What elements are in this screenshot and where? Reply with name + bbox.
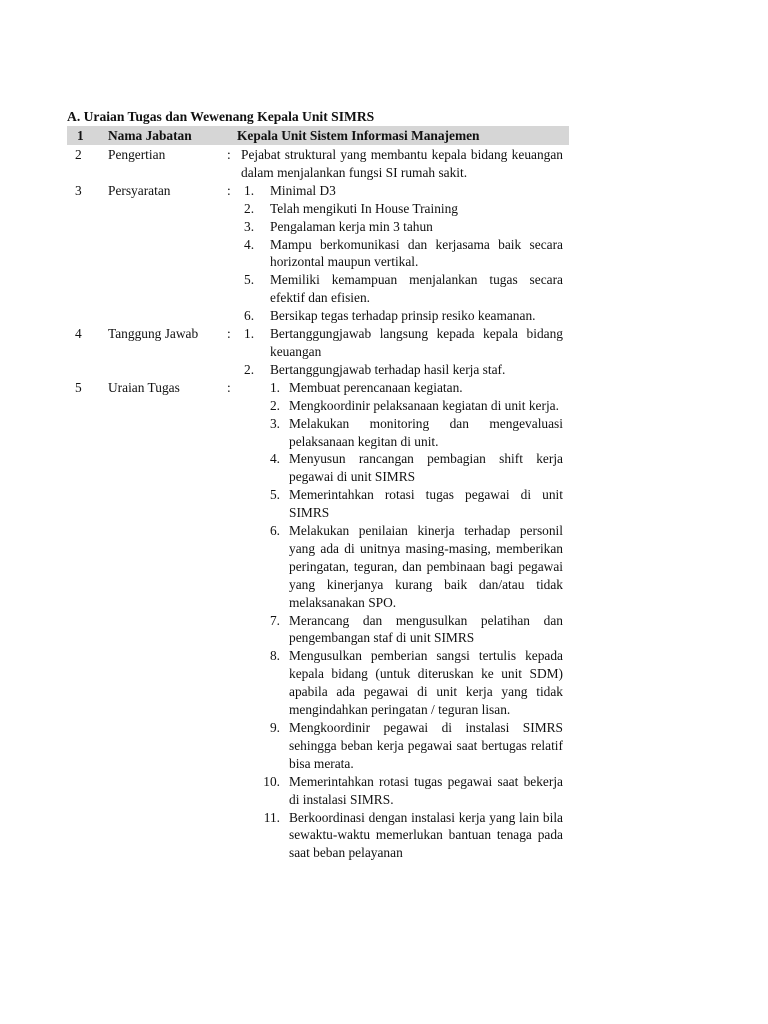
row-content xyxy=(241,379,569,862)
list-item-text: Melakukan penilaian kinerja terhadap personil yang ada di unitnya masing-masing, memberikan peringatan, teguran, dan pembinaan bagi pegawai yang kinerjanya kurang baik dan/atau tidak melaksanakan SPO. xyxy=(289,523,563,610)
row-label: Uraian Tugas xyxy=(108,379,180,395)
row-content xyxy=(241,325,569,379)
list-item-text: Mampu berkomunikasi dan kerjasama baik secara horizontal maupun vertikal. xyxy=(270,236,563,270)
list-item xyxy=(241,361,563,379)
list-item-text: Berkoordinasi dengan instalasi kerja yang lain bila sewaktu-waktu memerlukan bantuan tenaga pada saat beban pelayanan xyxy=(289,809,563,861)
requirements-list xyxy=(241,182,563,325)
row-colon: : xyxy=(227,379,231,395)
list-item xyxy=(241,612,563,648)
list-item-text: Mengkoordinir pegawai di instalasi SIMRS sehingga beban kerja pegawai saat bertugas relatif bisa merata. xyxy=(289,720,563,771)
list-item-text: Menyusun rancangan pembagian shift kerja pegawai di unit SIMRS xyxy=(289,451,563,485)
row-number: 3 xyxy=(75,182,82,198)
list-item xyxy=(241,719,563,773)
list-item-number: 2. xyxy=(244,361,255,377)
responsibility-list xyxy=(241,325,563,379)
list-item xyxy=(241,450,563,486)
row-number: 5 xyxy=(75,379,82,395)
list-item-text: Memerintahkan rotasi tugas pegawai saat bekerja di instalasi SIMRS. xyxy=(289,773,563,807)
list-item xyxy=(241,218,563,236)
list-item-text: Mengkoordinir pelaksanaan kegiatan di unit kerja. xyxy=(289,397,559,413)
table-row-uraian-tugas xyxy=(67,379,569,862)
table-row-pengertian xyxy=(67,146,569,182)
row-content xyxy=(241,182,569,325)
header-label: Nama Jabatan xyxy=(108,127,192,143)
list-item xyxy=(241,486,563,522)
section-title: A. Uraian Tugas dan Wewenang Kepala Unit SIMRS xyxy=(67,109,375,124)
row-number: 4 xyxy=(75,326,82,342)
row-label: Pengertian xyxy=(108,147,166,162)
table-row-persyaratan xyxy=(67,182,569,325)
header-value: Kepala Unit Sistem Informasi Manajemen xyxy=(237,127,480,143)
list-item-text: Pengalaman kerja min 3 tahun xyxy=(270,218,433,234)
row-text: Pejabat struktural yang membantu kepala bidang keuangan dalam menjalankan fungsi SI rumah sakit. xyxy=(241,147,563,180)
list-item xyxy=(241,647,563,719)
list-item xyxy=(241,809,563,863)
list-item-text: Merancang dan mengusulkan pelatihan dan pengembangan staf di unit SIMRS xyxy=(289,612,563,646)
row-colon: : xyxy=(227,147,231,162)
list-item-text: Membuat perencanaan kegiatan. xyxy=(289,379,463,395)
list-item xyxy=(241,200,563,218)
list-item-number: 7. xyxy=(269,612,280,628)
list-item-number: 5. xyxy=(269,487,280,503)
list-item-text: Memiliki kemampuan menjalankan tugas secara efektif dan efisien. xyxy=(270,272,563,306)
list-item-number: 1. xyxy=(269,379,280,395)
list-item-number: 8. xyxy=(269,648,280,664)
list-item xyxy=(241,773,563,809)
list-item-number: 9. xyxy=(269,720,280,735)
list-item-number: 5. xyxy=(244,272,255,288)
list-item-number: 6. xyxy=(244,308,255,324)
list-item-number: 2. xyxy=(269,397,280,413)
row-colon: : xyxy=(227,326,231,342)
list-item xyxy=(241,236,563,272)
list-item xyxy=(241,271,563,307)
list-item-number: 11. xyxy=(263,809,280,825)
list-item xyxy=(241,182,563,200)
table-header-row xyxy=(67,126,569,145)
list-item-number: 1. xyxy=(244,182,255,198)
list-item xyxy=(241,522,563,612)
list-item-text: Telah mengikuti In House Training xyxy=(270,200,459,216)
header-number: 1 xyxy=(77,127,84,143)
list-item-number: 2. xyxy=(244,200,255,216)
list-item-text: Bertanggungjawab langsung kepada kepala bidang keuangan xyxy=(270,326,563,359)
list-item xyxy=(241,325,563,361)
list-item-number: 10. xyxy=(263,773,280,789)
list-item-text: Bersikap tegas terhadap prinsip resiko keamanan. xyxy=(270,308,536,324)
list-item-number: 6. xyxy=(269,523,280,539)
list-item-text: Memerintahkan rotasi tugas pegawai di unit SIMRS xyxy=(289,487,563,521)
list-item xyxy=(241,379,563,397)
list-item-number: 1. xyxy=(244,326,255,342)
job-description-table xyxy=(67,126,569,862)
list-item xyxy=(241,415,563,451)
list-item-text: Melakukan monitoring dan mengevaluasi pelaksanaan kegitan di unit. xyxy=(289,415,563,449)
list-item-number: 4. xyxy=(244,236,255,252)
list-item-number: 4. xyxy=(269,451,280,467)
list-item-text: Minimal D3 xyxy=(270,182,336,198)
list-item-number: 3. xyxy=(269,415,280,431)
task-list xyxy=(241,379,563,862)
list-item-number: 3. xyxy=(244,218,255,234)
list-item xyxy=(241,397,563,415)
row-colon: : xyxy=(227,182,231,198)
list-item-text: Mengusulkan pemberian sangsi tertulis kepada kepala bidang (untuk diteruskan ke unit SDM) apabila ada pegawai di unit kerja yang tidak mengindahkan peringatan / teguran lisan. xyxy=(289,648,563,718)
table-row-tanggung-jawab xyxy=(67,325,569,379)
row-label: Persyaratan xyxy=(108,182,171,198)
list-item xyxy=(241,307,563,325)
row-label: Tanggung Jawab xyxy=(108,326,199,342)
row-number: 2 xyxy=(75,147,82,162)
list-item-text: Bertanggungjawab terhadap hasil kerja staf. xyxy=(270,361,506,377)
